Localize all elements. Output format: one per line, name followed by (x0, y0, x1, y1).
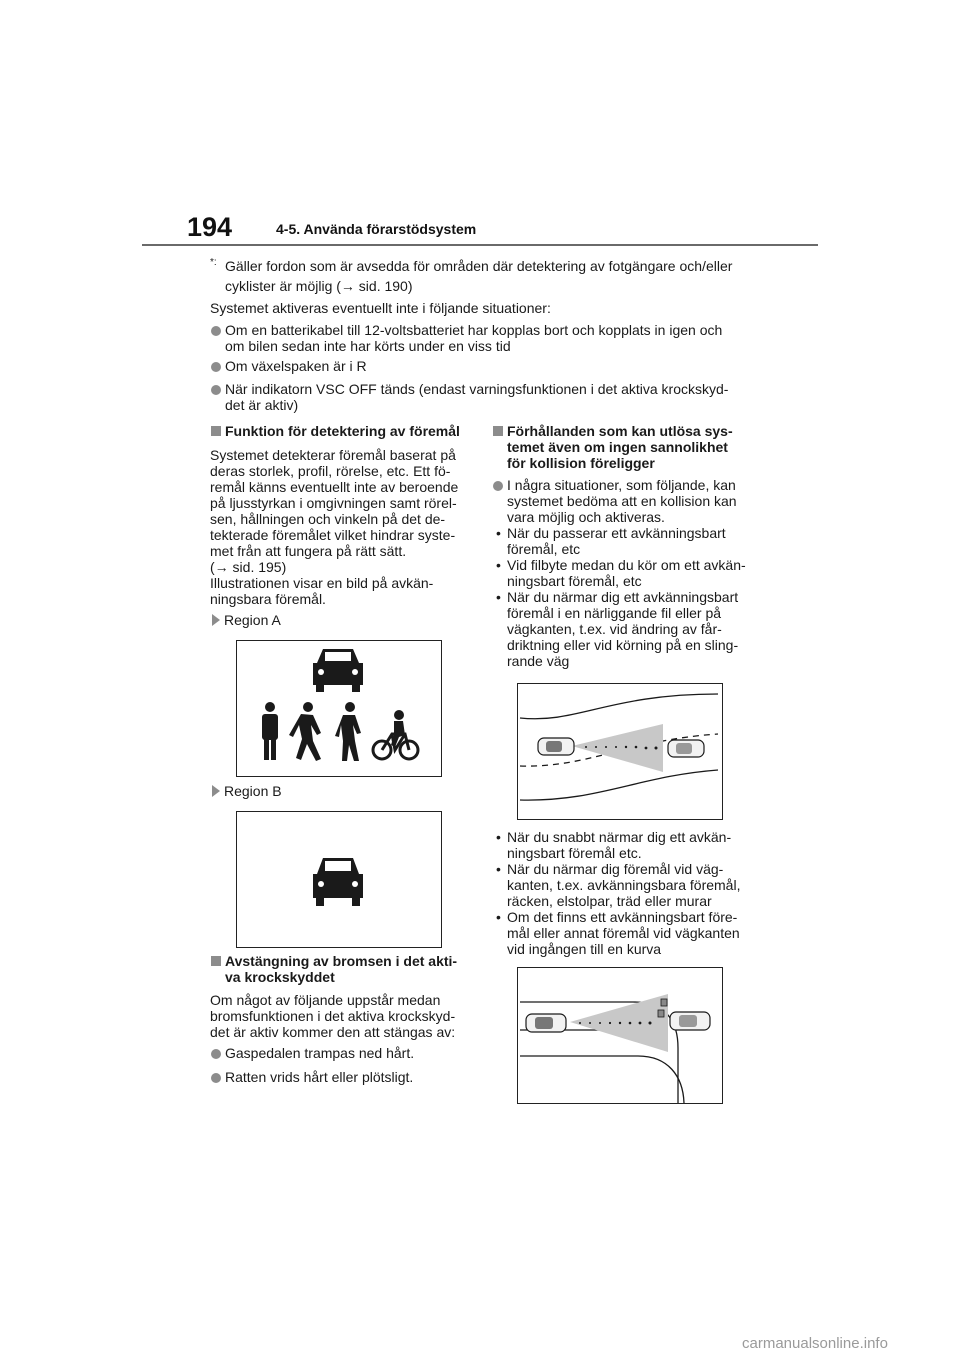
pedestrian-standing-icon (262, 702, 278, 760)
sensor-beam (572, 724, 663, 772)
own-vehicle-icon (538, 738, 574, 755)
region-a-label: Region A (224, 612, 281, 628)
pedestrian-walking-icon (289, 702, 321, 761)
left-bullet-2: Ratten vrids hårt eller plötsligt. (225, 1069, 414, 1085)
right-dash-6: Om det finns ett avkänningsbart före- mål eller annat föremål vid vägkanten vid ingången till en kurva (507, 909, 740, 957)
footnote-line-1: Gäller fordon som är avsedda för områden där detektering av fotgängare och/eller (225, 258, 733, 274)
dash-marker: • (496, 525, 501, 541)
bullet-dot-icon (211, 1073, 221, 1083)
dash-marker: • (496, 589, 501, 605)
right-dash-4: När du snabbt närmar dig ett avkän- ningsbart föremål etc. (507, 829, 732, 861)
square-bullet-icon (211, 426, 221, 436)
left-paragraph-2: Om något av följande uppstår medan bromsfunktionen i det aktiva krockskyd- det är aktiv kommer den att stängas av: (210, 992, 456, 1040)
bullet-dot-icon (493, 481, 503, 491)
dash-marker: • (496, 557, 501, 573)
dash-marker: • (496, 829, 501, 845)
dash-marker: • (496, 861, 501, 877)
left-heading-1: Funktion för detektering av föremål (225, 423, 460, 439)
right-dash-1: När du passerar ett avkänningsbart föremål, etc (507, 525, 726, 557)
left-bullet-1: Gaspedalen trampas ned hårt. (225, 1045, 415, 1061)
footnote-line-2: cyklister är möjlig (→ sid. 190) (225, 278, 413, 294)
triangle-marker-icon (212, 785, 220, 797)
bullet-dot-icon (211, 1049, 221, 1059)
dash-marker: • (496, 909, 501, 925)
bullet-dot-icon (211, 326, 221, 336)
region-b-label: Region B (224, 783, 282, 799)
top-bullet-3: När indikatorn VSC OFF tänds (endast varningsfunktionen i det aktiva krockskyd- det är aktiv) (225, 381, 729, 413)
target-vehicle-icon (668, 740, 704, 757)
right-bullet: I några situationer, som följande, kan systemet bedöma att en kollision kan vara möjlig och aktiveras. (507, 477, 737, 525)
pedestrian-crossing-icon (335, 702, 361, 761)
bullet-dot-icon (211, 362, 221, 372)
section-title: 4-5. Använda förarstödsystem (276, 221, 477, 237)
own-vehicle-icon (526, 1014, 566, 1032)
page-number: 194 (187, 212, 233, 242)
figure-region-b (236, 811, 442, 948)
right-heading: Förhållanden som kan utlösa sys- temet även om ingen sannolikhet för kollision föreligger (507, 423, 733, 471)
bullet-dot-icon (211, 385, 221, 395)
header-divider (142, 244, 818, 246)
right-dash-5: När du närmar dig föremål vid väg- kanten, t.ex. avkänningsbara föremål, räcken, elstolpar, träd eller murar (507, 861, 741, 909)
right-dash-3: När du närmar dig ett avkänningsbart föremål i en närliggande fil eller på vägkanten, t.ex. vid ändring av får- driktning eller vid körning på en sling- rande väg (507, 589, 739, 669)
target-vehicle-icon (670, 1012, 710, 1030)
figure-region-a (236, 640, 442, 777)
car-front-icon (313, 858, 363, 906)
right-dash-2: Vid filbyte medan du kör om ett avkän- ningsbart föremål, etc (507, 557, 746, 589)
top-bullet-1: Om en batterikabel till 12-voltsbatteriet har kopplas bort och kopplats in igen och om bilen sedan inte har körts under en viss tid (225, 322, 723, 354)
figure-curve-entry (517, 967, 723, 1104)
watermark: carmanualsonline.info (742, 1335, 888, 1352)
footnote-marker: *: (210, 257, 217, 268)
left-paragraph-1: Systemet detekterar föremål baserat på deras storlek, profil, rörelse, etc. Ett fö- remål känns eventuellt inte av beroende på ljusstyrkan i omgivningen samt rörel- sen, hållningen och vinkeln på det de- tekterade föremålet vilket hindrar syste- met från att fungera på rätt sätt. (→ sid. 195) Illustrationen visar en bild på avkän- ningsbara föremål. (210, 447, 459, 607)
top-bullet-2: Om växelspaken är i R (225, 358, 367, 374)
left-heading-2: Avstängning av bromsen i det akti- va krockskyddet (225, 953, 458, 985)
figure-curved-road (517, 683, 723, 820)
square-bullet-icon (493, 426, 503, 436)
intro-text: Systemet aktiveras eventuellt inte i följande situationer: (210, 300, 551, 316)
car-front-icon (313, 649, 363, 692)
square-bullet-icon (211, 956, 221, 966)
triangle-marker-icon (212, 614, 220, 626)
